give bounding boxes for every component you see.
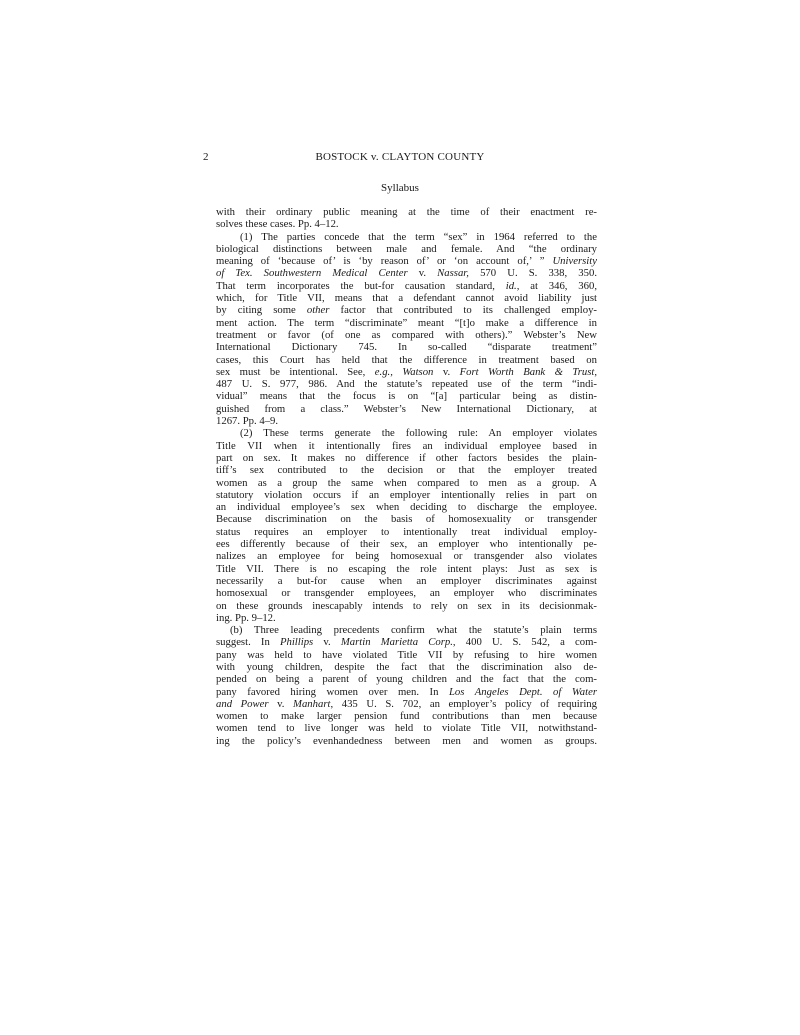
text-line	[216, 378, 597, 390]
text-line	[216, 206, 597, 218]
text-line	[216, 587, 597, 599]
text-segment: homosexual or transgender employees, an employer who discriminates	[216, 587, 597, 600]
text-segment: solves these cases. Pp. 4–12.	[216, 218, 339, 231]
text-segment: which, for Title VII, means that a defendant cannot avoid liability just	[216, 292, 597, 305]
text-segment: Because discrimination on the basis of homosexuality or transgender	[216, 513, 597, 526]
text-line	[216, 686, 597, 698]
text-segment: ment action. The term “discriminate” meant “[t]o make a difference in	[216, 316, 597, 329]
text-segment: v.	[407, 267, 438, 280]
text-segment: 487 U. S. 977, 986. And the statute’s repeated use of the term “indi-	[216, 378, 597, 391]
text-line	[216, 722, 597, 734]
text-line	[216, 427, 597, 439]
text-line	[216, 526, 597, 538]
text-segment: necessarily a but-for cause when an employer discriminates against	[216, 574, 597, 587]
text-line	[216, 698, 597, 710]
text-line	[216, 661, 597, 673]
text-line	[216, 329, 597, 341]
text-segment: an individual employee’s sex when deciding to discharge the employee.	[216, 501, 597, 514]
italic-citation: of Tex. Southwestern Medical Center	[216, 267, 408, 280]
text-segment: pany favored hiring women over men. In	[216, 685, 449, 698]
text-segment: (1) The parties concede that the term “sex” in 1964 referred to the	[240, 230, 597, 243]
italic-citation: Los Angeles Dept. of Water	[448, 685, 598, 698]
text-line	[216, 415, 597, 427]
text-segment: cases, this Court has held that the difference in treatment based on	[216, 353, 597, 366]
text-segment: Title VII when it intentionally fires an individual employee based in	[216, 439, 597, 452]
text-segment: ing. Pp. 9–12.	[216, 611, 276, 624]
text-line	[216, 513, 597, 525]
text-segment: treatment or favor (of one as compared with others).” Webster’s New	[216, 328, 597, 341]
text-line	[216, 341, 597, 353]
italic-citation: Manhart	[293, 697, 331, 710]
italic-citation: University	[552, 255, 597, 268]
text-segment: v.	[268, 697, 294, 710]
text-segment: biological distinctions between male and female. And “the ordinary	[216, 242, 597, 255]
text-line	[216, 280, 597, 292]
italic-citation: and Power	[216, 697, 269, 710]
text-segment: statutory violation occurs if an employer intentionally relies in part on	[216, 488, 597, 501]
text-line	[216, 624, 597, 636]
text-line	[216, 612, 597, 624]
text-segment: (2) These terms generate the following rule: An employer violates	[240, 427, 597, 440]
text-line	[216, 501, 597, 513]
text-line	[216, 538, 597, 550]
text-segment: That term incorporates the but-for causation standard,	[216, 279, 506, 292]
text-segment: ,	[594, 365, 598, 378]
text-line	[216, 575, 597, 587]
text-segment: sex must be intentional. See,	[216, 365, 375, 378]
text-segment: , 435 U. S. 702, an employer’s policy of requiring	[330, 697, 597, 710]
text-segment: Title VII. There is no escaping the role intent plays: Just as sex is	[216, 562, 597, 575]
text-line	[216, 390, 597, 402]
page-header	[203, 150, 597, 164]
text-line	[216, 292, 597, 304]
text-segment: , 400 U. S. 542, a com-	[452, 636, 597, 649]
text-line	[216, 636, 597, 648]
text-line	[216, 649, 597, 661]
italic-citation: id.,	[505, 279, 520, 292]
text-line	[216, 563, 597, 575]
text-segment: v.	[313, 636, 341, 649]
italic-citation: Nassar,	[437, 267, 469, 280]
text-segment: v.	[433, 365, 460, 378]
italic-citation: e.g., Watson	[374, 365, 434, 378]
text-segment: ing the policy’s evenhandedness between men and women as groups.	[216, 734, 597, 747]
text-segment: women to make larger pension fund contributions than men because	[216, 710, 597, 723]
italic-citation: Martin Marietta Corp.	[340, 636, 453, 649]
body-text	[216, 206, 597, 747]
text-segment: (b) Three leading precedents confirm what the statute’s plain terms	[230, 624, 597, 637]
text-segment: with their ordinary public meaning at the time of their enactment re-	[216, 206, 597, 218]
text-segment: 1267. Pp. 4–9.	[216, 415, 279, 428]
text-line	[216, 489, 597, 501]
text-line	[216, 354, 597, 366]
text-segment: ees differently because of their sex, an employer who intentionally pe-	[216, 538, 597, 551]
text-segment: nalizes an employee for being homosexual or transgender also violates	[216, 550, 597, 563]
text-segment: meaning of ‘because of’ is ‘by reason of’ or ‘on account of,’ ”	[216, 255, 553, 268]
text-segment: vidual” means that the focus is on “[a] particular being as distin-	[216, 390, 597, 403]
text-line	[216, 243, 597, 255]
section-title: Syllabus	[381, 182, 419, 194]
text-line	[216, 550, 597, 562]
text-line	[216, 231, 597, 243]
text-line	[216, 304, 597, 316]
text-line	[216, 255, 597, 267]
text-segment: women tend to live longer was held to violate Title VII, notwithstand-	[216, 722, 597, 735]
italic-citation: Phillips	[279, 636, 314, 649]
text-segment: pany was held to have violated Title VII by refusing to hire women	[216, 648, 597, 661]
italic-citation: Fort Worth Bank & Trust	[459, 365, 595, 378]
text-segment: factor that contributed to its challenged employ-	[329, 304, 597, 317]
text-line	[216, 464, 597, 476]
text-segment: status requires an employer to intentionally treat individual employ-	[216, 525, 597, 538]
text-line	[216, 600, 597, 612]
text-line	[216, 366, 597, 378]
text-line	[216, 440, 597, 452]
text-segment: International Dictionary 745. In so-called “disparate treatment”	[216, 341, 597, 354]
text-line	[216, 477, 597, 489]
text-segment: guished from a class.” Webster’s New International Dictionary, at	[216, 402, 597, 415]
text-line	[216, 267, 597, 279]
text-segment: at 346, 360,	[519, 279, 597, 292]
text-line	[216, 317, 597, 329]
text-segment: pended on being a parent of young children and the fact that the com-	[216, 673, 597, 686]
text-segment: suggest. In	[216, 636, 280, 649]
text-segment: with young children, despite the fact that the discrimination also de-	[216, 660, 597, 673]
text-line	[216, 452, 597, 464]
text-segment: tiff’s sex contributed to the decision or that the employer treated	[216, 464, 597, 477]
text-line	[216, 673, 597, 685]
text-line	[216, 710, 597, 722]
text-segment: women as a group the same when compared to men as a group. A	[216, 476, 597, 489]
text-line	[216, 218, 597, 230]
text-line	[216, 735, 597, 747]
running-title: BOSTOCK v. CLAYTON COUNTY	[315, 151, 485, 163]
italic-citation: other	[306, 304, 330, 317]
text-segment: by citing some	[216, 304, 307, 317]
text-segment: part on sex. It makes no difference if other factors besides the plain-	[216, 451, 597, 464]
text-line	[216, 403, 597, 415]
text-segment: on these grounds inescapably intends to rely on sex in its decisionmak-	[216, 599, 597, 612]
text-segment: 570 U. S. 338, 350.	[468, 267, 597, 280]
page-number: 2	[203, 151, 209, 163]
